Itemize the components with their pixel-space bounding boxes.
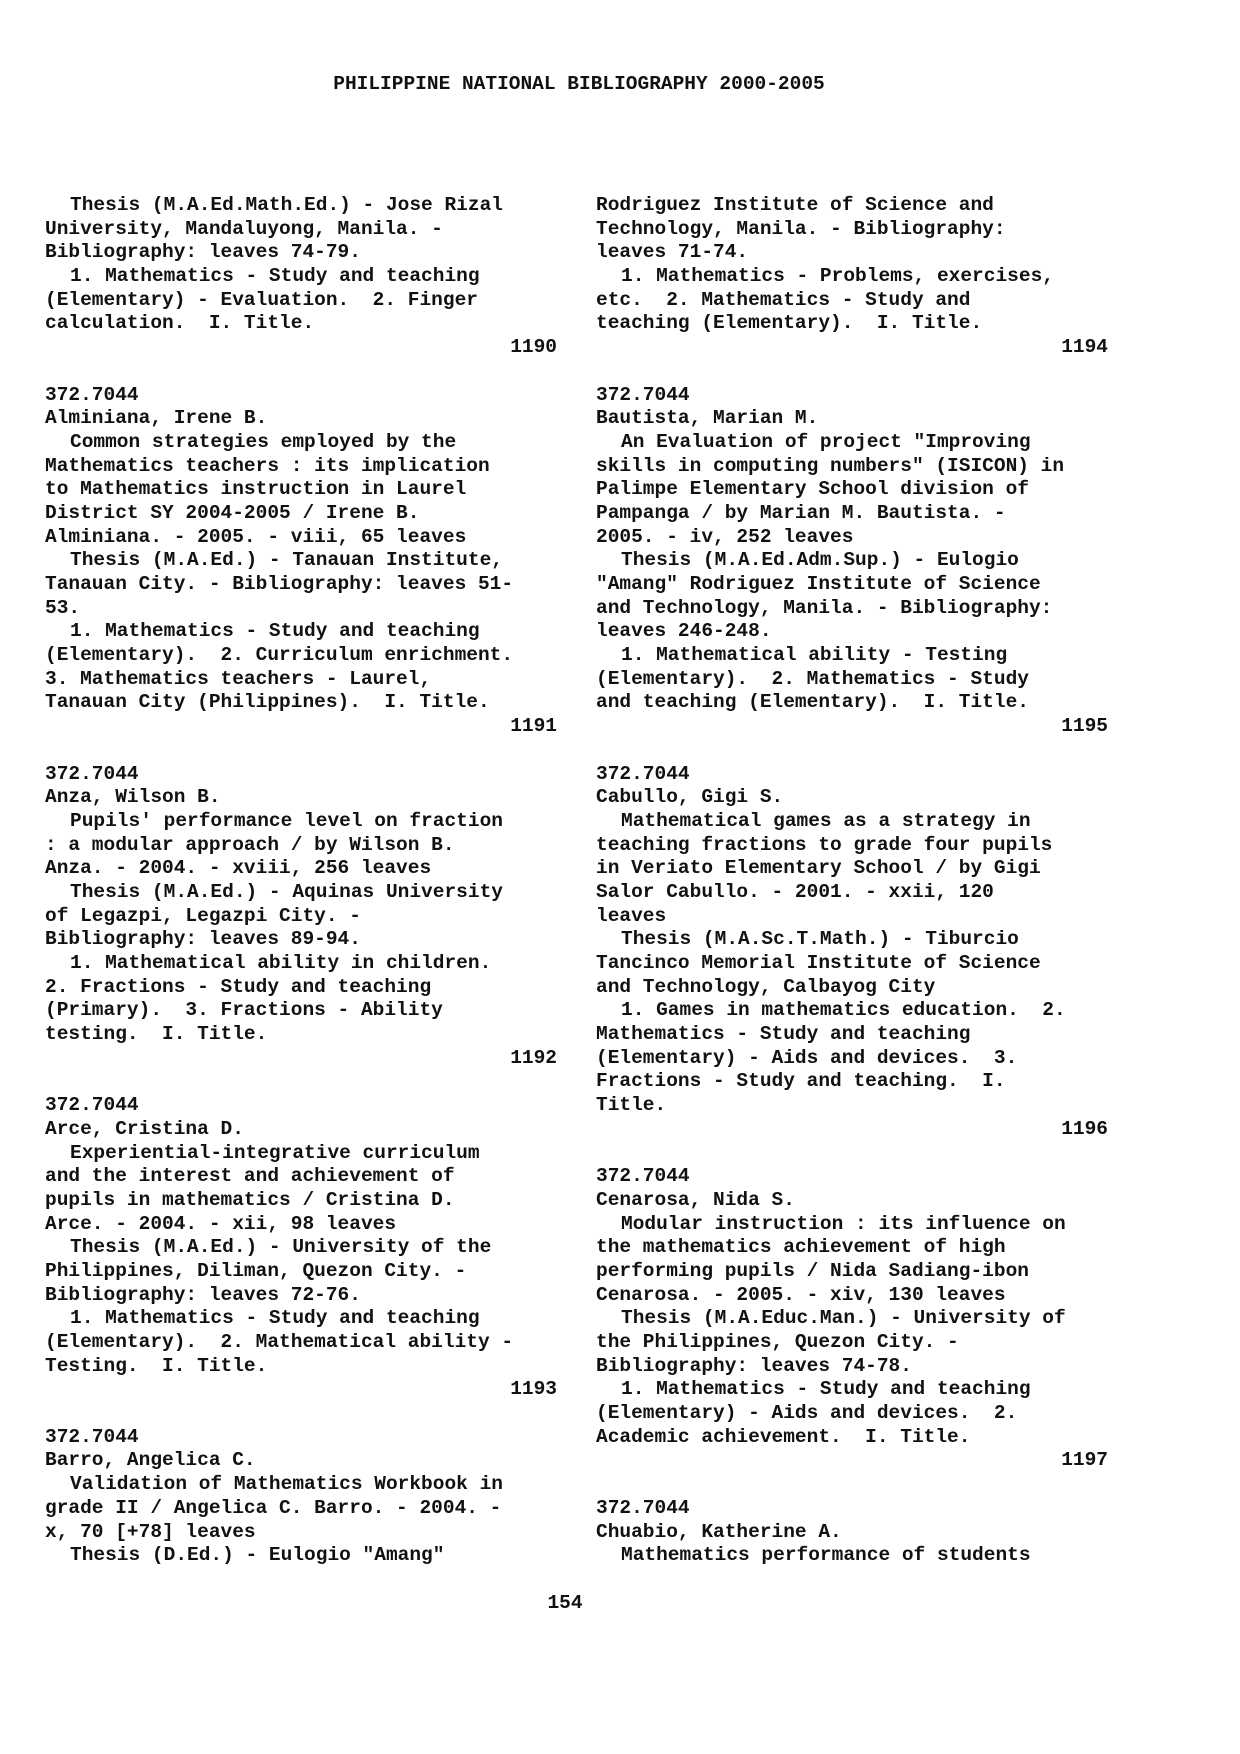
entry-line: Thesis (M.A.Educ.Man.) - University of: [621, 1307, 1066, 1330]
bib-entry-1194: [596, 194, 1108, 360]
entry-line: 1. Mathematics - Problems, exercises,: [621, 265, 1054, 288]
entry-line: grade II / Angelica C. Barro. - 2004. -: [45, 1496, 502, 1519]
class-number: 372.7044: [45, 762, 139, 785]
entry-line: : a modular approach / by Wilson B.: [45, 833, 455, 856]
author: Barro, Angelica C.: [45, 1449, 256, 1472]
entry-line: Tanauan City (Philippines). I. Title.: [45, 691, 490, 714]
bib-entry-1196: [596, 763, 1108, 1142]
entry-line: Mathematical games as a strategy in: [621, 809, 1031, 832]
entry-number: 1191: [510, 715, 557, 738]
entry-line: 1. Mathematical ability in children.: [70, 952, 492, 974]
entry-number: 1194: [1061, 336, 1108, 359]
entry-line: (Elementary). 2. Mathematics - Study: [596, 667, 1029, 690]
entry-line: teaching (Elementary). I. Title.: [596, 312, 983, 335]
entry-number: 1197: [1061, 1449, 1108, 1472]
class-number: 372.7044: [596, 383, 690, 406]
bib-entry-1197: [596, 1165, 1108, 1473]
entry-line: An Evaluation of project "Improving: [621, 430, 1031, 453]
entry-line: University, Mandaluyong, Manila. -: [45, 217, 443, 240]
bib-entry-1192: [45, 763, 557, 1071]
entry-line: the mathematics achievement of high: [596, 1236, 1006, 1259]
entry-line: 53.: [45, 596, 81, 619]
entry-line: (Elementary) - Evaluation. 2. Finger: [45, 288, 478, 311]
entry-line: Academic achievement. I. Title.: [596, 1425, 971, 1448]
class-number: 372.7044: [596, 1165, 690, 1188]
class-number: 372.7044: [596, 1496, 690, 1519]
bib-entry-1191: [45, 384, 557, 739]
entry-line: Title.: [596, 1094, 667, 1117]
entry-line: the Philippines, Quezon City. -: [596, 1331, 959, 1353]
running-head: PHILIPPINE NATIONAL BIBLIOGRAPHY 2000-2005: [333, 73, 825, 95]
bib-entry-1190: [45, 194, 557, 360]
entry-line: Thesis (D.Ed.) - Eulogio "Amang": [70, 1544, 445, 1567]
entry-line: (Elementary) - Aids and devices. 3.: [596, 1046, 1018, 1069]
entry-line: etc. 2. Mathematics - Study and: [596, 288, 971, 311]
entry-line: 2005. - iv, 252 leaves: [596, 525, 854, 548]
author: Bautista, Marian M.: [596, 407, 819, 430]
entry-line: (Primary). 3. Fractions - Ability: [45, 999, 443, 1022]
entry-line: Fractions - Study and teaching. I.: [596, 1070, 1006, 1093]
entry-line: Common strategies employed by the: [70, 430, 457, 453]
author: Chuabio, Katherine A.: [596, 1520, 842, 1543]
entry-line: and Technology, Calbayog City: [596, 975, 936, 998]
entry-line: calculation. I. Title.: [45, 312, 315, 335]
entry-line: Thesis (M.A.Ed.Math.Ed.) - Jose Rizal: [70, 194, 503, 216]
entry-line: Tanauan City. - Bibliography: leaves 51-: [45, 573, 514, 595]
entry-line: teaching fractions to grade four pupils: [596, 833, 1053, 856]
entry-line: Bibliography: leaves 74-79.: [45, 241, 361, 264]
entry-line: and teaching (Elementary). I. Title.: [596, 691, 1029, 714]
entry-line: 1. Mathematics - Study and teaching: [70, 1307, 480, 1330]
entry-line: Tancinco Memorial Institute of Science: [596, 952, 1041, 974]
entry-line: 1. Mathematical ability - Testing: [621, 644, 1008, 667]
page-number: 154: [547, 1592, 583, 1614]
left-column: [45, 194, 557, 1592]
entry-line: Palimpe Elementary School division of: [596, 478, 1029, 501]
author: Alminiana, Irene B.: [45, 407, 268, 430]
entry-line: 1. Mathematics - Study and teaching: [70, 265, 480, 288]
entry-number: 1193: [510, 1378, 557, 1401]
entry-line: skills in computing numbers" (ISICON) in: [596, 454, 1065, 477]
class-number: 372.7044: [45, 1425, 139, 1448]
entry-line: Arce. - 2004. - xii, 98 leaves: [45, 1212, 397, 1235]
author: Arce, Cristina D.: [45, 1117, 244, 1140]
entry-line: 1. Games in mathematics education. 2.: [621, 999, 1066, 1022]
entry-line: Anza. - 2004. - xviii, 256 leaves: [45, 857, 432, 880]
entry-line: District SY 2004-2005 / Irene B.: [45, 501, 420, 524]
entry-line: Mathematics teachers : its implication: [45, 454, 490, 477]
entry-line: Modular instruction : its influence on: [621, 1212, 1066, 1235]
entry-line: Thesis (M.A.Ed.) - Aquinas University: [70, 880, 503, 903]
entry-line: Philippines, Diliman, Quezon City. -: [45, 1259, 467, 1282]
class-number: 372.7044: [596, 762, 690, 785]
entry-line: Salor Cabullo. - 2001. - xxii, 120: [596, 880, 994, 903]
entry-line: (Elementary). 2. Curriculum enrichment.: [45, 644, 514, 667]
entry-line: Bibliography: leaves 89-94.: [45, 928, 361, 951]
entry-number: 1196: [1061, 1117, 1108, 1140]
entry-line: performing pupils / Nida Sadiang-ibon: [596, 1259, 1029, 1282]
entry-line: Pupils' performance level on fraction: [70, 809, 503, 832]
entry-line: Bibliography: leaves 72-76.: [45, 1283, 361, 1306]
bib-entry-chuabio: [596, 1497, 1108, 1568]
entry-line: 3. Mathematics teachers - Laurel,: [45, 667, 432, 690]
entry-line: Mathematics performance of students: [621, 1544, 1031, 1567]
entry-number: 1190: [510, 336, 557, 359]
entry-line: to Mathematics instruction in Laurel: [45, 478, 467, 501]
bib-entry-1195: [596, 384, 1108, 739]
entry-line: in Veriato Elementary School / by Gigi: [596, 857, 1041, 880]
entry-line: Thesis (M.A.Ed.) - University of the: [70, 1236, 492, 1259]
entry-line: Validation of Mathematics Workbook in: [70, 1473, 503, 1496]
entry-line: x, 70 [+78] leaves: [45, 1520, 256, 1543]
entry-number: 1192: [510, 1046, 557, 1069]
entry-line: 1. Mathematics - Study and teaching: [70, 620, 480, 643]
entry-line: 1. Mathematics - Study and teaching: [621, 1378, 1031, 1401]
author: Anza, Wilson B.: [45, 786, 221, 809]
entry-line: "Amang" Rodriguez Institute of Science: [596, 573, 1041, 595]
entry-line: Mathematics - Study and teaching: [596, 1023, 971, 1046]
entry-line: 2. Fractions - Study and teaching: [45, 975, 432, 998]
entry-line: Cenarosa. - 2005. - xiv, 130 leaves: [596, 1283, 1006, 1306]
entry-line: Testing. I. Title.: [45, 1354, 268, 1377]
entry-line: leaves 71-74.: [596, 241, 749, 264]
bib-entry-1193: [45, 1094, 557, 1402]
entry-line: Thesis (M.A.Sc.T.Math.) - Tiburcio: [621, 928, 1019, 951]
entry-line: Thesis (M.A.Ed.Adm.Sup.) - Eulogio: [621, 549, 1019, 572]
entry-line: leaves 246-248.: [596, 620, 772, 643]
entry-line: Bibliography: leaves 74-78.: [596, 1354, 912, 1377]
entry-line: Alminiana. - 2005. - viii, 65 leaves: [45, 525, 467, 548]
entry-line: leaves: [596, 904, 667, 927]
author: Cabullo, Gigi S.: [596, 786, 784, 809]
class-number: 372.7044: [45, 1094, 139, 1117]
class-number: 372.7044: [45, 383, 139, 406]
entry-line: (Elementary) - Aids and devices. 2.: [596, 1402, 1018, 1425]
entry-line: Thesis (M.A.Ed.) - Tanauan Institute,: [70, 549, 503, 572]
entry-number: 1195: [1061, 715, 1108, 738]
author: Cenarosa, Nida S.: [596, 1188, 795, 1211]
entry-line: testing. I. Title.: [45, 1023, 268, 1046]
right-column: [596, 194, 1108, 1592]
entry-line: and the interest and achievement of: [45, 1165, 455, 1188]
entry-line: of Legazpi, Legazpi City. -: [45, 904, 361, 927]
entry-line: Experiential-integrative curriculum: [70, 1141, 480, 1164]
entry-line: Rodriguez Institute of Science and: [596, 194, 994, 216]
entry-line: Technology, Manila. - Bibliography:: [596, 217, 1006, 240]
entry-line: and Technology, Manila. - Bibliography:: [596, 596, 1053, 619]
entry-line: pupils in mathematics / Cristina D.: [45, 1188, 455, 1211]
entry-line: Pampanga / by Marian M. Bautista. -: [596, 501, 1006, 524]
entry-line: (Elementary). 2. Mathematical ability -: [45, 1331, 514, 1353]
bib-entry-barro: [45, 1426, 557, 1568]
